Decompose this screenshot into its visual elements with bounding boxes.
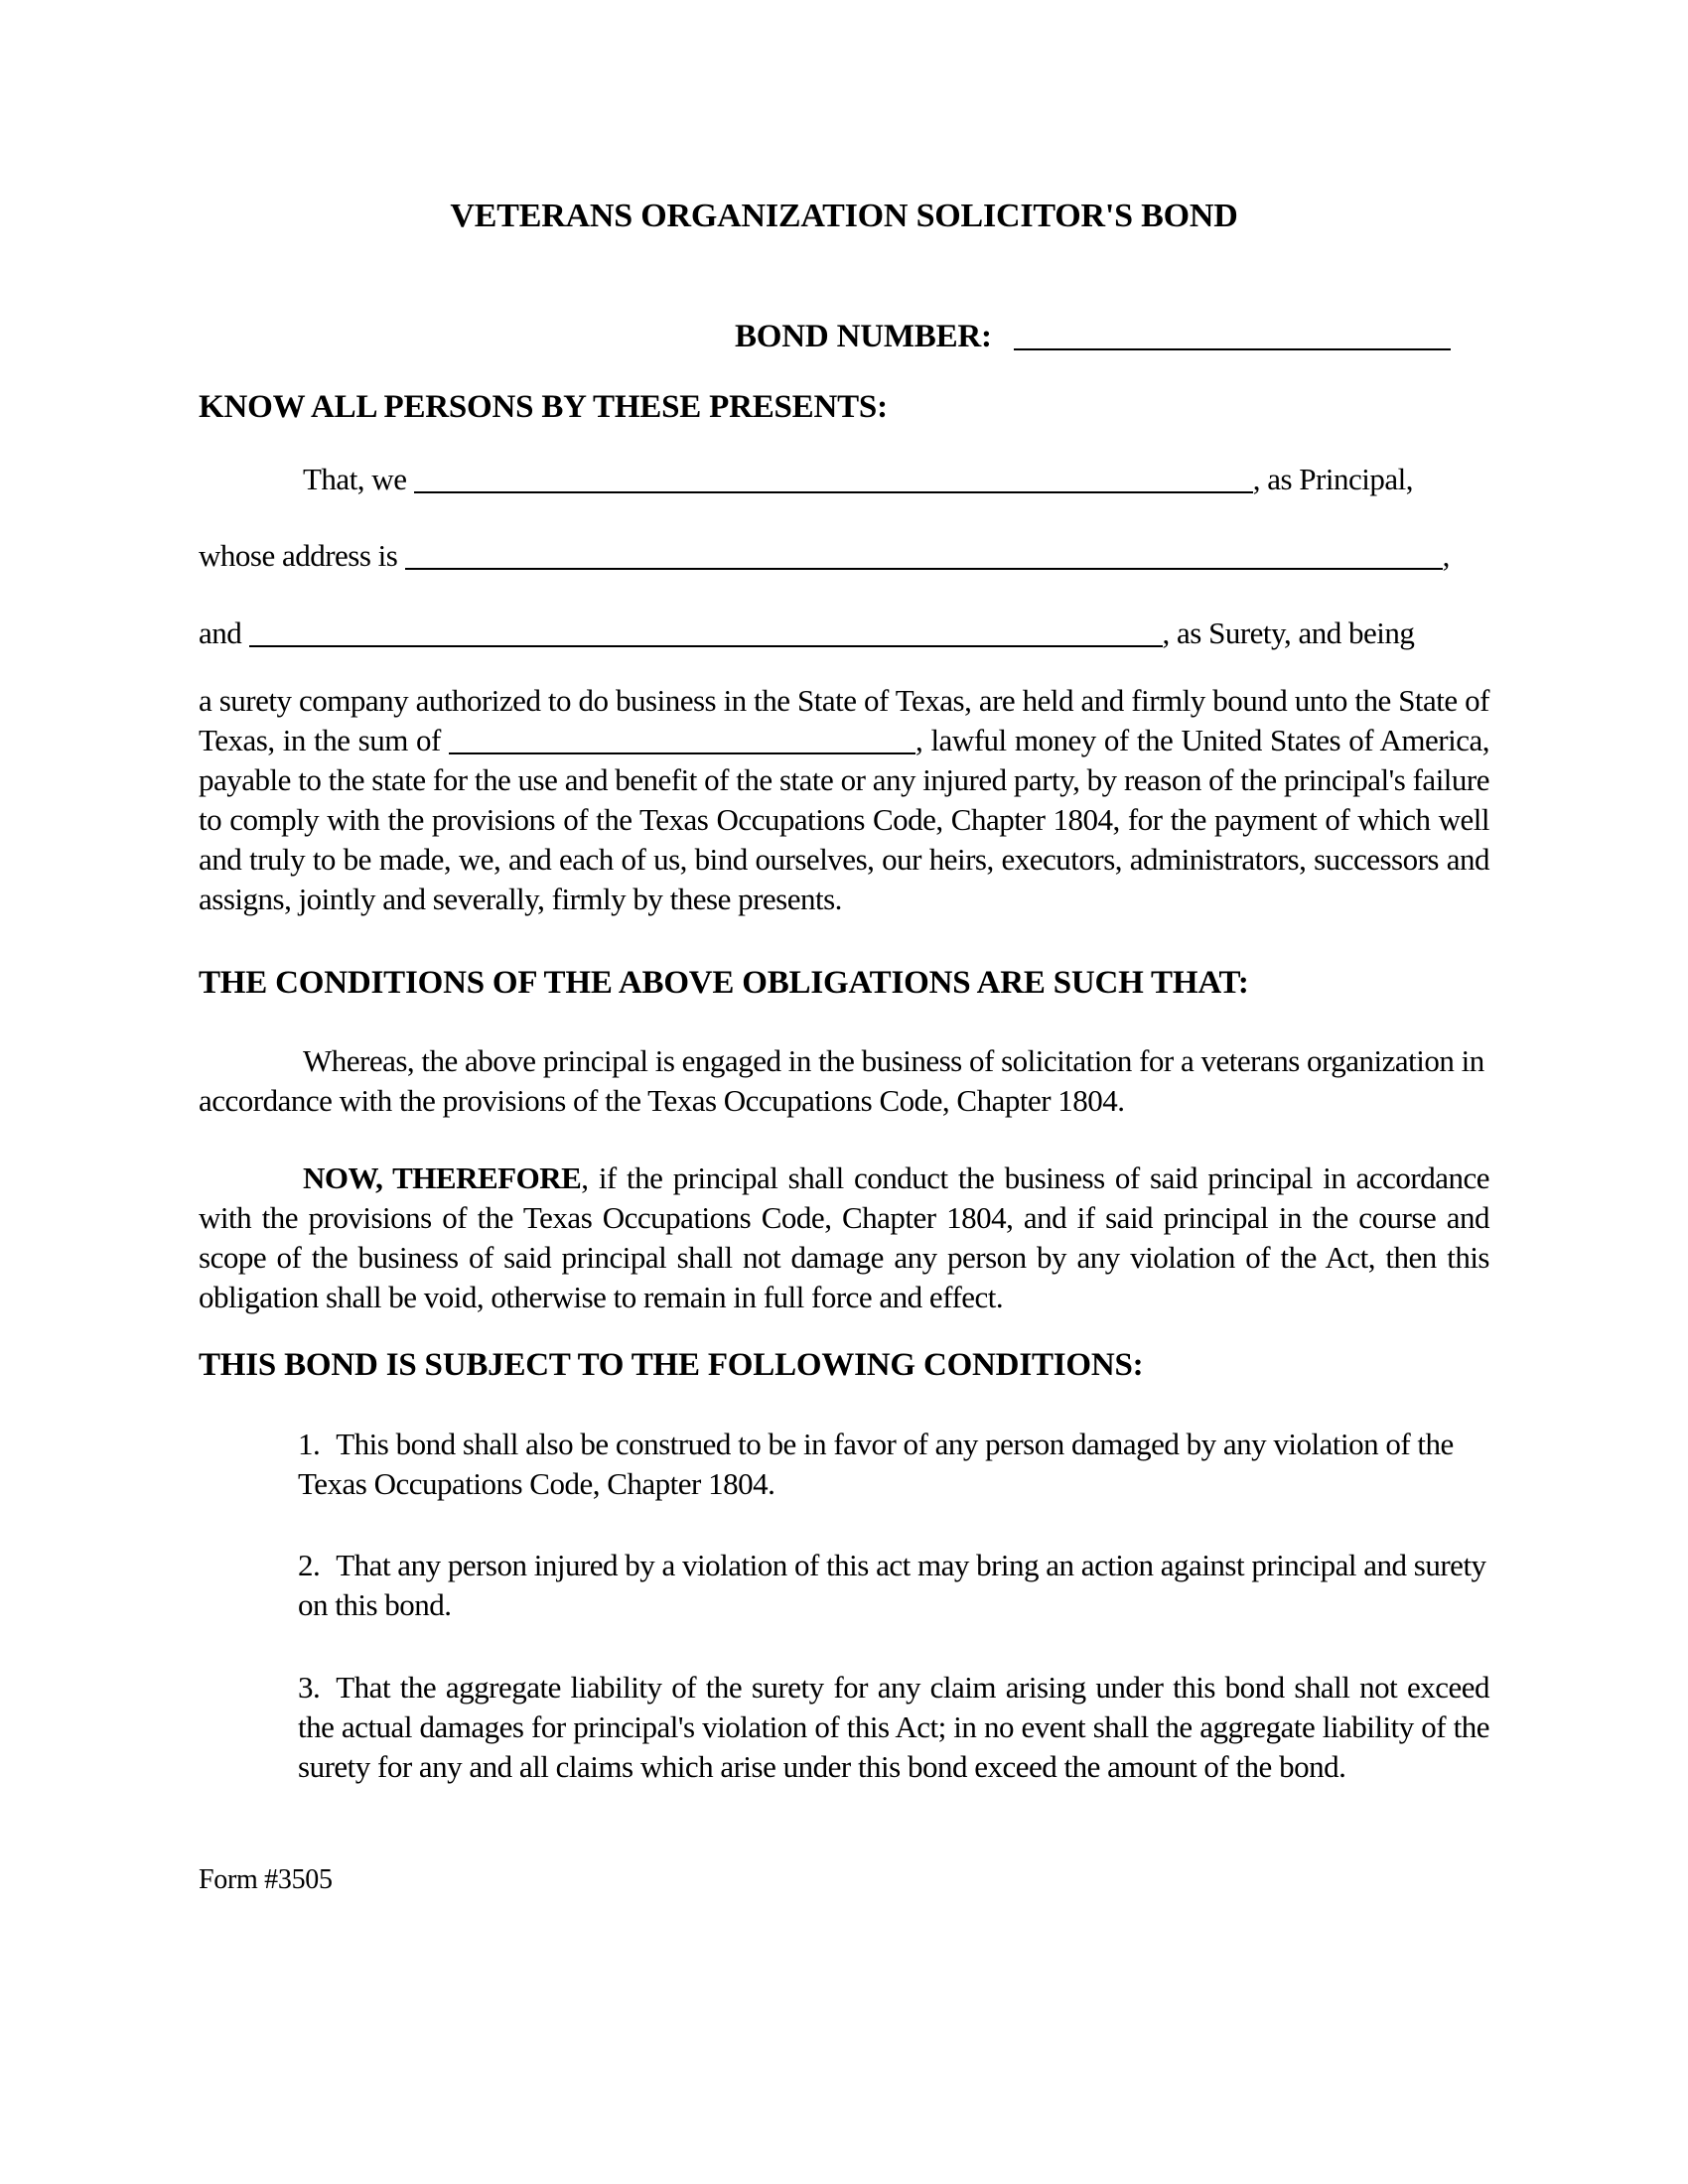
condition-item-1 bbox=[298, 1425, 1489, 1504]
sum-amount-blank[interactable] bbox=[449, 729, 915, 754]
condition-3-number: 3. bbox=[298, 1670, 321, 1705]
address-line bbox=[199, 536, 1489, 576]
obligation-text-after-blank: , lawful money of the United States of America, payable to the state for the use and benefit of the state or any injured party, by reason of the principal's failure to comply with the provisions of the Texas Occupations Code, Chapter 1804, for the payment of which well and truly to be made, we, and each of us, bind ourselves, our heirs, executors, administrators, successors and assigns, jointly and severally, firmly by these presents. bbox=[199, 723, 1489, 916]
address-blank[interactable] bbox=[405, 544, 1443, 570]
surety-line-prefix: and bbox=[199, 615, 242, 650]
now-therefore-paragraph bbox=[199, 1159, 1489, 1317]
surety-line bbox=[199, 614, 1489, 653]
obligation-text-before-blank: a surety company authorized to do business in the State of Texas, are held and firmly bound unto the State of Texas, in the sum of bbox=[199, 683, 1489, 757]
surety-line-suffix: , as Surety, and being bbox=[1162, 615, 1415, 650]
principal-line-prefix: That, we bbox=[303, 462, 407, 496]
form-number: Form #3505 bbox=[199, 1864, 333, 1895]
bond-number-row bbox=[735, 317, 1489, 356]
condition-2-text: That any person injured by a violation of this act may bring an action against principal and surety on this bond. bbox=[298, 1548, 1486, 1622]
principal-line bbox=[199, 460, 1489, 499]
principal-name-blank[interactable] bbox=[414, 468, 1253, 493]
conditions-heading: THE CONDITIONS OF THE ABOVE OBLIGATIONS ARE SUCH THAT: bbox=[199, 965, 1249, 1001]
surety-name-blank[interactable] bbox=[249, 621, 1163, 647]
address-line-prefix: whose address is bbox=[199, 538, 398, 573]
know-all-heading: KNOW ALL PERSONS BY THESE PRESENTS: bbox=[199, 389, 888, 425]
bond-number-label: BOND NUMBER: bbox=[735, 319, 992, 354]
principal-line-suffix: , as Principal, bbox=[1252, 462, 1413, 496]
condition-1-text: This bond shall also be construed to be in favor of any person damaged by any violation of the Texas Occupations Code, Chapter 1804. bbox=[298, 1427, 1454, 1501]
condition-1-number: 1. bbox=[298, 1427, 321, 1461]
condition-3-text: That the aggregate liability of the surety for any claim arising under this bond shall not exceed the actual damages for principal's violation of this Act; in no event shall the aggregate liability of the surety for any and all claims which arise under this bond exceed the amount of the bond. bbox=[298, 1670, 1489, 1784]
condition-item-2 bbox=[298, 1546, 1489, 1625]
obligation-paragraph bbox=[199, 681, 1489, 919]
condition-item-3 bbox=[298, 1668, 1489, 1787]
bond-number-blank[interactable] bbox=[1014, 325, 1451, 350]
condition-2-number: 2. bbox=[298, 1548, 321, 1582]
address-line-suffix: , bbox=[1442, 538, 1450, 573]
whereas-paragraph: Whereas, the above principal is engaged in the business of solicitation for a veterans organization in accordance with the provisions of the Texas Occupations Code, Chapter 1804. bbox=[199, 1043, 1484, 1118]
document-title: VETERANS ORGANIZATION SOLICITOR'S BOND bbox=[450, 198, 1238, 234]
now-therefore-rest-text: , if the principal shall conduct the business of said principal in accordance with the provisions of the Texas Occupations Code, Chapter 1804, and if said principal in the course and scope of the business of said principal shall not damage any person by any violation of the Act, then this obligation shall be void, otherwise to remain in full force and effect. bbox=[199, 1160, 1489, 1314]
subject-conditions-heading: THIS BOND IS SUBJECT TO THE FOLLOWING CONDITIONS: bbox=[199, 1347, 1144, 1383]
now-therefore-bold-text: NOW, THEREFORE bbox=[303, 1160, 582, 1195]
